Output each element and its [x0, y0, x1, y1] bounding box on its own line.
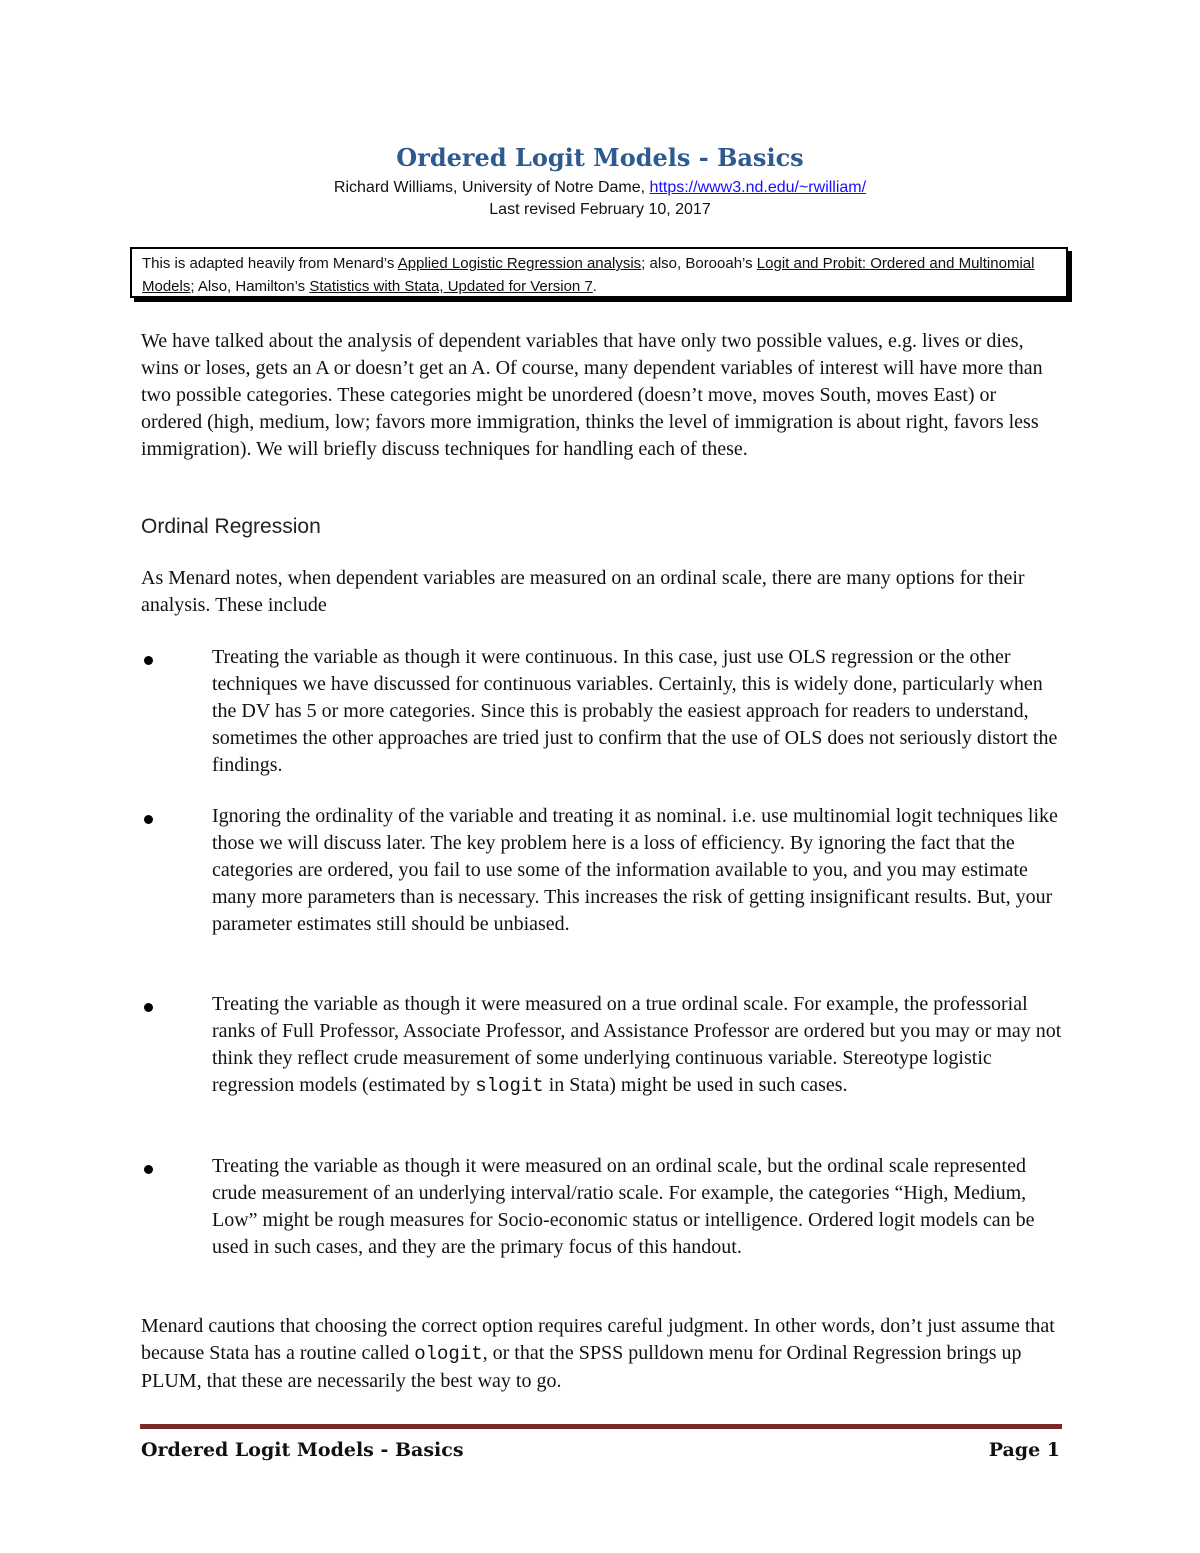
- list-item-text: Treating the variable as though it were continuous. In this case, just use OLS regression or the other techniques we have discussed for continuous variables. Certainly, this is widely done, particularly when the DV has 5 or more categories. Since this is probably the easiest approach for readers to understand, sometimes the other approaches are tried just to confirm that the use of OLS does not seriously distort the findings.: [212, 646, 1058, 776]
- footer-divider: [140, 1424, 1062, 1429]
- note-text-2: ; also, Borooah’s: [641, 255, 757, 272]
- code-slogit: slogit: [475, 1075, 544, 1097]
- note-text-1: This is adapted heavily from Menard’s: [142, 255, 398, 272]
- author-text: Richard Williams, University of Notre Dame,: [333, 179, 650, 196]
- closing-text-post: , or that the SPSS pulldown menu for Ordinal Regression brings up PLUM, that these are necessarily the best way to go.: [141, 1342, 1022, 1392]
- list-item-text: Treating the variable as though it were measured on an ordinal scale, but the ordinal scale represented crude measurement of an underlying interval/ratio scale. For example, the categories “High, Medium, Low” might be rough measures for Socio-economic status or intelligence. Ordered logit models can be used in such cases, and they are the primary focus of this handout.: [212, 1155, 1035, 1258]
- closing-text-pre: Menard cautions that choosing the correct option requires careful judgment. In other words, don’t just assume that because Stata has a routine called: [141, 1315, 1055, 1364]
- note-book-3: Statistics with Stata, Updated for Version 7: [309, 278, 593, 295]
- list-item-text: [212, 991, 1062, 1100]
- author-line: [0, 177, 1200, 199]
- revised-date: Last revised February 10, 2017: [489, 201, 711, 218]
- list-item-text-pre: Treating the variable as though it were measured on a true ordinal scale. For example, the professorial ranks of Full Professor, Associate Professor, and Assistance Professor are ordered but you may or may not think they reflect crude measurement of some underlying continuous variable. Stereotype logistic regression models (estimated by: [212, 993, 1062, 1096]
- note-text-3: ; Also, Hamilton’s: [190, 278, 310, 295]
- list-item-text-post: in Stata) might be used in such cases.: [543, 1074, 848, 1096]
- page-number: Page 1: [988, 1439, 1060, 1461]
- section-intro-paragraph: As Menard notes, when dependent variables are measured on an ordinal scale, there are many options for their analysis. These include: [141, 567, 1025, 616]
- source-note-box: [130, 247, 1068, 298]
- code-ologit: ologit: [414, 1343, 483, 1365]
- page-title: Ordered Logit Models - Basics: [396, 143, 804, 172]
- section-heading: Ordinal Regression: [141, 515, 321, 538]
- closing-paragraph: [141, 1313, 1061, 1395]
- bullet-icon: [144, 1165, 153, 1174]
- author-link[interactable]: https://www3.nd.edu/~rwilliam/: [649, 179, 867, 196]
- note-book-2: Logit and Probit: Ordered and Multinomial Models: [142, 255, 1035, 295]
- bullet-icon: [144, 815, 153, 824]
- note-book-1: Applied Logistic Regression analysis: [397, 255, 642, 272]
- intro-paragraph: We have talked about the analysis of dependent variables that have only two possible values, e.g. lives or dies, wins or loses, gets an A or doesn’t get an A. Of course, many dependent variables of interest will have more than two possible categories. These categories might be unordered (doesn’t move, moves South, moves East) or ordered (high, medium, low; favors more immigration, thinks the level of immigration is about right, favors less immigration). We will briefly discuss techniques for handling each of these.: [141, 330, 1043, 460]
- bullet-icon: [144, 656, 153, 665]
- note-text-4: .: [592, 278, 597, 295]
- bullet-icon: [144, 1003, 153, 1012]
- footer-title: Ordered Logit Models - Basics: [141, 1439, 464, 1461]
- list-item-text: Ignoring the ordinality of the variable and treating it as nominal. i.e. use multinomial logit techniques like those we will discuss later. The key problem here is a loss of efficiency. By ignoring the fact that the categories are ordered, you fail to use some of the information available to you, and you may estimate many more parameters than is necessary. This increases the risk of getting insignificant results. But, your parameter estimates still should be unbiased.: [212, 805, 1058, 935]
